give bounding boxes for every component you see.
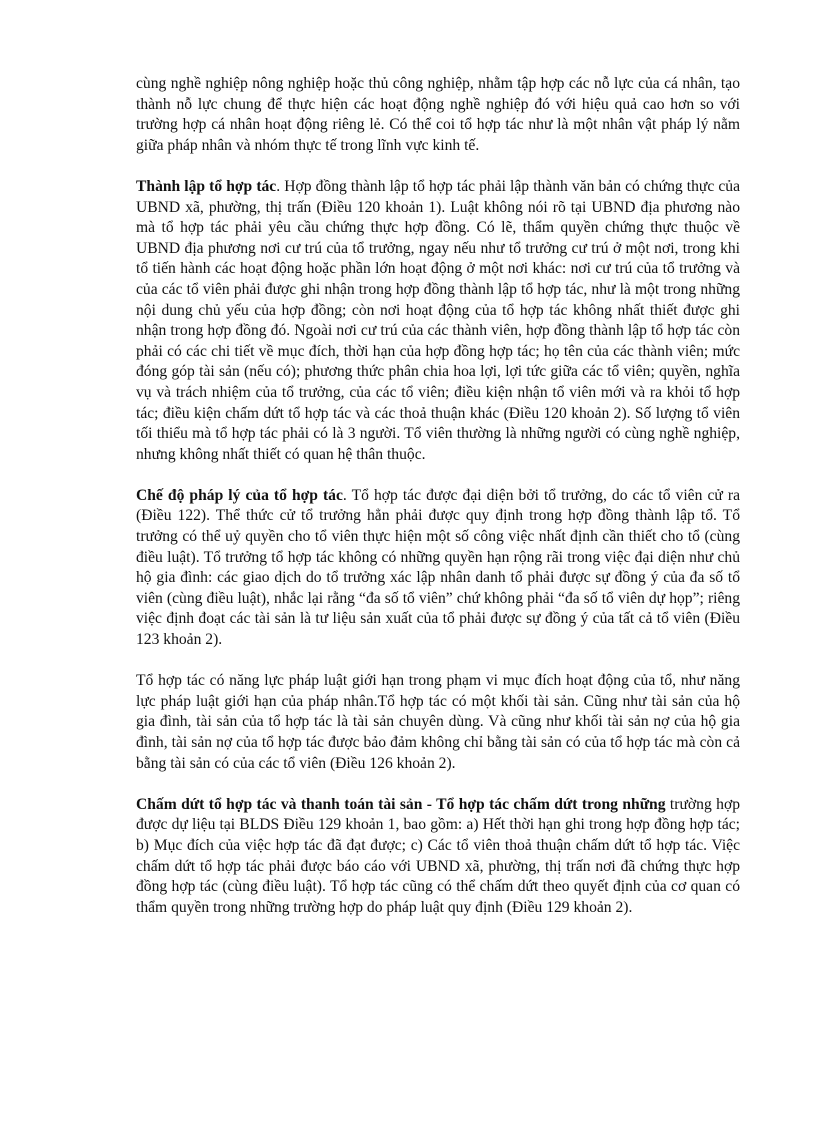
paragraph-text: Tổ hợp tác có năng lực pháp luật giới hạn trong phạm vi mục đích hoạt động của tổ, như năng lực pháp luật giới hạn của pháp nhân.Tổ hợp tác có một khối tài sản. Cũng như tài sản của hộ gia đình, tài sản của tổ hợp tác là tài sản chuyên dùng. Và cũng như khối tài sản nợ của hộ gia đình, tài sản nợ của tổ hợp tác được bảo đảm không chỉ bằng tài sản có của tổ hợp tác mà còn cả bằng tài sản có của các tổ viên (Điều 126 khoản 2). [136, 672, 740, 772]
paragraph-text: trường hợp được dự liệu tại BLDS Điều 129 khoản 1, bao gồm: a) Hết thời hạn ghi trong hợp đồng hợp tác; b) Mục đích của việc hợp tác đã đạt được; c) Các tổ viên thoả thuận chấm dứt tổ hợp tác. Việc chấm dứt tổ hợp tác phải được báo cáo với UBND xã, phường, thị trấn nơi đã chứng thực hợp đồng hợp tác (cùng điều luật). Tổ hợp tác cũng có thể chấm dứt theo quyết định của cơ quan có thẩm quyền trong những trường hợp do pháp luật quy định (Điều 129 khoản 2). [136, 795, 740, 916]
paragraph-intro-continuation [136, 74, 740, 156]
paragraph-text: . Tổ hợp tác được đại diện bởi tổ trưởng, do các tổ viên cử ra (Điều 122). Thể thức cử tổ trưởng hẳn phải được quy định trong hợp đồng thành lập tổ. Tổ trưởng có thể uỷ quyền cho tổ viên thực hiện một số công việc nhất định cần thiết cho tổ (cùng điều luật). Tổ trưởng tổ hợp tác không có những quyền hạn rộng rãi trong việc đại diện như chủ hộ gia đình: các giao dịch do tổ trưởng xác lập nhân danh tổ phải được sự đồng ý của đa số tổ viên (cùng điều luật), nhắc lại rằng “đa số tổ viên” chứ không phải “đa số tổ viên dự họp”; riêng việc định đoạt các tài sản là tư liệu sản xuất của tổ phải được sự đồng ý của tất cả tổ viên (Điều 123 khoản 2). [136, 486, 740, 649]
paragraph-establishment [136, 177, 740, 465]
paragraph-text: . Hợp đồng thành lập tổ hợp tác phải lập thành văn bản có chứng thực của UBND xã, phường, thị trấn (Điều 120 khoản 1). Luật không nói rõ tại UBND địa phương nào mà tổ hợp tác phải yêu cầu chứng thực hợp đồng. Có lẽ, thẩm quyền chứng thực thuộc về UBND địa phương nơi cư trú của tổ trưởng, ngay nếu như tổ trưởng cư trú ở một nơi, trong khi tổ tiến hành các hoạt động hoặc phần lớn hoạt động ở một nơi khác: nơi cư trú của tổ trưởng và của các tổ viên phải được ghi nhận trong hợp đồng thành lập tổ hợp tác, như là một trong những nội dung chủ yếu của hợp đồng; còn nơi hoạt động của tổ hợp tác không nhất thiết được ghi nhận trong hợp đồng đó. Ngoài nơi cư trú của các thành viên, hợp đồng thành lập tổ hợp tác còn phải có các chi tiết về mục đích, thời hạn của hợp đồng hợp tác; họ tên của các thành viên; mức đóng góp tài sản (nếu có); phương thức phân chia hoa lợi, lợi tức giữa các tổ viên; quyền, nghĩa vụ và trách nhiệm của tổ trưởng, của các tổ viên; điều kiện nhận tổ viên mới và ra khỏi tổ hợp tác; điều kiện chấm dứt tổ hợp tác và các thoả thuận khác (Điều 120 khoản 2). Số lượng tổ viên tối thiểu mà tổ hợp tác phải có là 3 người. Tổ viên thường là những người có cùng nghề nghiệp, nhưng không nhất thiết có quan hệ thân thuộc. [136, 177, 740, 463]
section-heading-legal-regime: Chế độ pháp lý của tổ hợp tác [136, 486, 343, 504]
paragraph-termination [136, 795, 740, 919]
section-heading-establishment: Thành lập tổ hợp tác [136, 177, 277, 195]
paragraph-legal-regime [136, 486, 740, 651]
section-heading-termination: Chấm dứt tổ hợp tác và thanh toán tài sản - Tổ hợp tác chấm dứt trong những [136, 795, 666, 813]
document-page [136, 74, 740, 939]
paragraph-legal-capacity [136, 671, 740, 774]
paragraph-text: cùng nghề nghiệp nông nghiệp hoặc thủ công nghiệp, nhằm tập hợp các nỗ lực của cá nhân, tạo thành nỗ lực chung để thực hiện các hoạt động nghề nghiệp đó với hiệu quả cao hơn so với trường hợp cá nhân hoạt động riêng lẻ. Có thể coi tổ hợp tác như là một nhân vật pháp lý nằm giữa pháp nhân và nhóm thực tế trong lĩnh vực kinh tế. [136, 75, 740, 154]
